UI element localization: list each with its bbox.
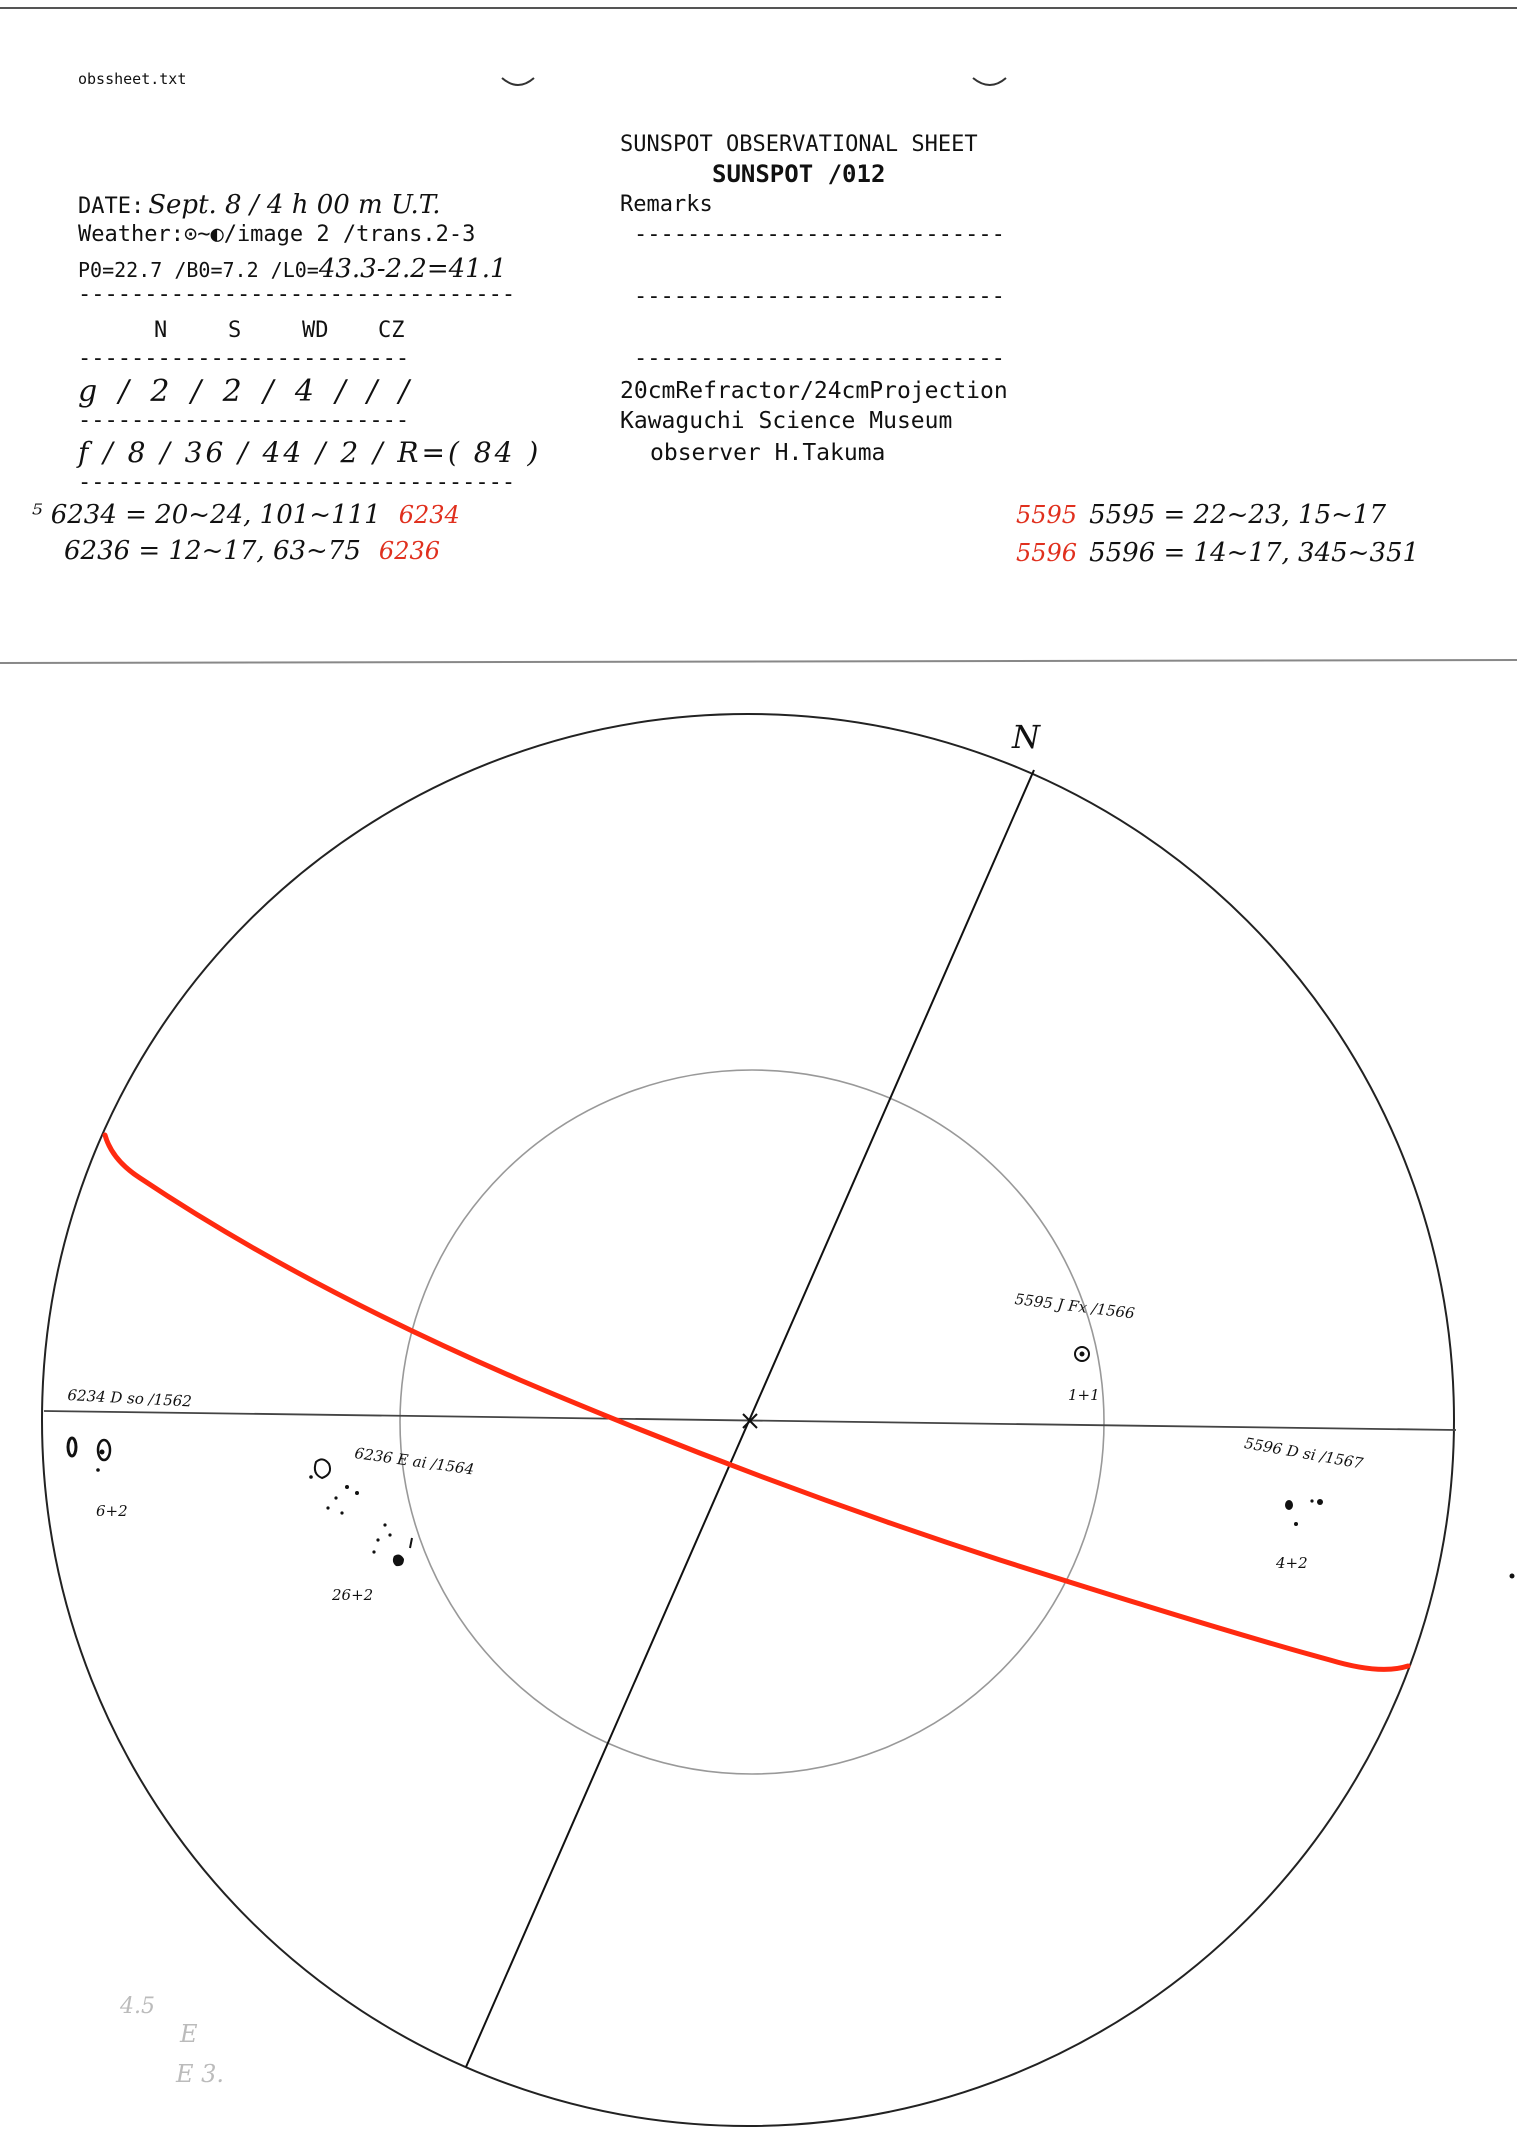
weather-line: Weather:⊙~◐/image 2 /trans.2-3 bbox=[78, 222, 476, 247]
date-line bbox=[78, 190, 441, 220]
sunspot-group-5596 bbox=[1285, 1499, 1323, 1526]
remarks-label: Remarks bbox=[620, 192, 713, 217]
divider-1: --------------------------------- bbox=[78, 282, 516, 307]
note-left-2: 6236 = 12~17, 63~75 6236 bbox=[64, 536, 440, 566]
group-count-row: g / 2 / 2 / 4 / / / bbox=[78, 374, 415, 409]
group-6236-label: 6236 E ai /1564 bbox=[353, 1444, 476, 1479]
spot-count-row: f / 8 / 36 / 44 / 2 / R=( 84 ) bbox=[78, 436, 542, 469]
group-5596-count: 4+2 bbox=[1276, 1554, 1308, 1572]
filename-label: obssheet.txt bbox=[78, 70, 187, 88]
header-cz: CZ bbox=[378, 318, 405, 343]
north-label: N bbox=[1012, 718, 1040, 756]
divider-4: --------------------------------- bbox=[78, 470, 516, 495]
remarks-line-2: ---------------------------- bbox=[634, 284, 1005, 309]
header-wd: WD bbox=[302, 318, 329, 343]
remarks-line-1: ---------------------------- bbox=[634, 222, 1005, 247]
header-n: N bbox=[154, 318, 168, 343]
observer-name: observer H.Takuma bbox=[650, 440, 886, 466]
divider-2: ------------------------- bbox=[78, 346, 410, 371]
corner-scribble-3: E 3. bbox=[176, 2060, 225, 2088]
note-left-1: ⁵ 6234 = 20~24, 101~111 6234 bbox=[32, 500, 460, 530]
date-label: DATE: bbox=[78, 194, 145, 219]
header-s: S bbox=[228, 318, 242, 343]
group-5596-label: 5596 D si /1567 bbox=[1242, 1434, 1365, 1473]
group-5595-label: 5595 J Fx /1566 bbox=[1013, 1290, 1136, 1323]
position-label: P0=22.7 /B0=7.2 /L0= bbox=[78, 258, 319, 282]
group-5595-count: 1+1 bbox=[1068, 1386, 1100, 1404]
sheet-title: SUNSPOT OBSERVATIONAL SHEET bbox=[620, 132, 978, 157]
sunspot-group-6236 bbox=[309, 1459, 412, 1566]
sunspot-group-5595 bbox=[1075, 1347, 1089, 1361]
corner-scribble-1: 4.5 bbox=[120, 1994, 155, 2019]
instrument-site: Kawaguchi Science Museum bbox=[620, 408, 953, 434]
position-line bbox=[78, 254, 507, 284]
group-6236-count: 26+2 bbox=[332, 1586, 374, 1604]
instrument-telescope: 20cmRefractor/24cmProjection bbox=[620, 378, 1008, 404]
divider-3: ------------------------- bbox=[78, 408, 410, 433]
fold-line bbox=[0, 660, 1517, 663]
sunspot-group-6234 bbox=[68, 1438, 110, 1472]
group-6234-label: 6234 D so /1562 bbox=[67, 1386, 193, 1411]
corner-scribble-2: E bbox=[180, 2020, 198, 2048]
note-right-1: 5595 5595 = 22~23, 15~17 bbox=[1016, 500, 1386, 530]
sheet-number: SUNSPOT /012 bbox=[712, 160, 886, 188]
remarks-line-3: ---------------------------- bbox=[634, 346, 1005, 371]
punch-hole-left bbox=[502, 78, 534, 85]
group-6234-count: 6+2 bbox=[96, 1502, 128, 1520]
note-right-2: 5596 5596 = 14~17, 345~351 bbox=[1016, 538, 1420, 568]
position-value: 43.3-2.2=41.1 bbox=[318, 254, 507, 284]
punch-hole-right bbox=[973, 78, 1006, 85]
date-value: Sept. 8 / 4 h 00 m U.T. bbox=[148, 190, 441, 220]
